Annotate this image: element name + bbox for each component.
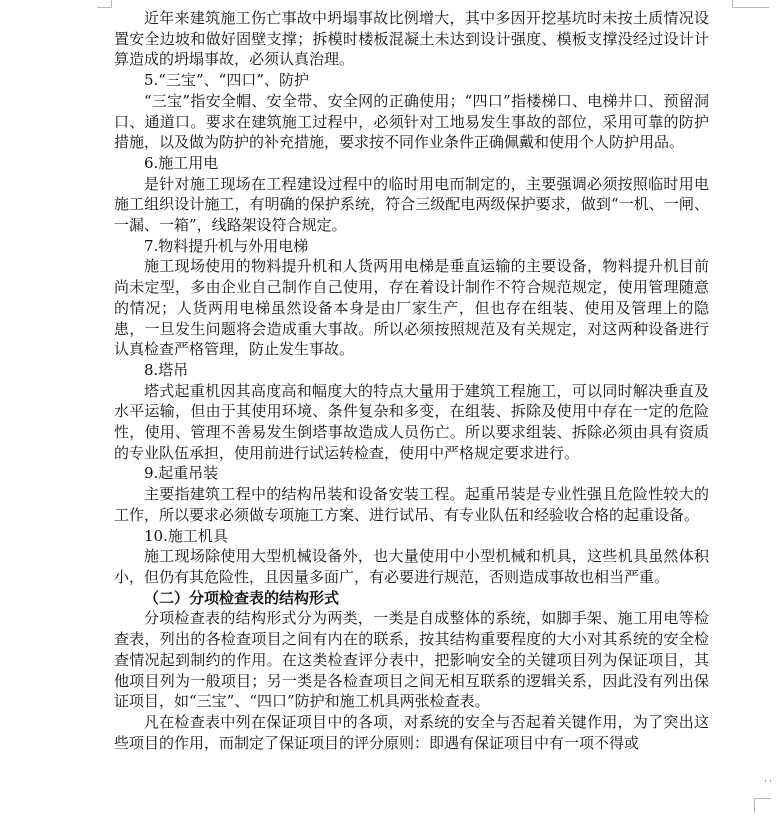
paragraph-construction-tools: 施工现场除使用大型机械设备外，也大量使用中小型机械和机具，这些机具虽然体积小，但仍有其危险性，且因量多面广，有必要进行规范，否则造成事故也相当严重。: [114, 547, 709, 586]
section-heading-checklist-structure: （二）分项检查表的结构形式: [144, 588, 340, 607]
heading-construction-tools: 10.施工机具: [144, 526, 228, 545]
paragraph-site-electricity: 是针对施工现场在工程建设过程中的临时用电而制定的，主要强调必须按照临时用电施工组织设计施工，有明确的保护系统，符合三级配电两级保护要求，做到“一机、一闸、一漏、一箱”，线路架设符合规定。: [114, 174, 709, 235]
heading-lifting: 9.起重吊装: [144, 464, 219, 483]
document-body: [114, 8, 709, 753]
paragraph-three-treasures: “三宝”指安全帽、安全带、安全网的正确使用；“四口”指楼梯口、电梯井口、预留洞口、通道口。要求在建筑施工过程中，必须针对工地易发生事故的部位，采用可靠的防护措施，以及做为防护的补充措施，要求按不同作业条件正确佩戴和使用个人防护用品。: [114, 91, 709, 152]
margin-corner-mark: [97, 0, 112, 8]
margin-dots: ˙˙: [763, 780, 773, 791]
paragraph-guarantee-items: 凡在检查表中列在保证项目中的各项，对系统的安全与否起着关键作用，为了突出这些项目的作用，而制定了保证项目的评分原则：即遇有保证项目中有一项不得或: [114, 712, 709, 752]
paragraph-tower-crane: 塔式起重机因其高度高和幅度大的特点大量用于建筑工程施工，可以同时解决垂直及水平运输，但由于其使用环境、条件复杂和多变，在组装、拆除及使用中存在一定的危险性，使用、管理不善易发生倒塔事故造成人员伤亡。所以要求组装、拆除必须由具有资质的专业队伍承担，使用前进行试运转检查，使用中严格规定要求进行。: [114, 381, 709, 462]
margin-corner-mark: [732, 0, 769, 8]
margin-corner-mark: [754, 798, 771, 813]
paragraph-collapse-accidents: 近年来建筑施工伤亡事故中坍塌事故比例增大，其中多因开挖基坑时未按土质情况设置安全边坡和做好固壁支撑；拆模时楼板混凝土未达到设计强度、模板支撑没经过设计计算造成的坍塌事故，必须认真治理。: [114, 9, 709, 69]
heading-site-electricity: 6.施工用电: [144, 153, 219, 172]
paragraph-checklist-structure: 分项检查表的结构形式分为两类，一类是自成整体的系统，如脚手架、施工用电等检查表，列出的各检查项目之间有内在的联系，按其结构重要程度的大小对其系统的安全检查情况起到制约的作用。在这类检查评分表中，把影响安全的关键项目列为保证项目，其他项目列为一般项目；另一类是各检查项目之间无相互联系的逻辑关系，因此没有列出保证项目，如“三宝”、“四口”防护和施工机具两张检查表。: [114, 609, 709, 711]
paragraph-lifting: 主要指建筑工程中的结构吊装和设备安装工程。起重吊装是专业性强且危险性较大的工作，所以要求必须做专项施工方案、进行试吊、有专业队伍和经验收合格的起重设备。: [114, 485, 709, 524]
heading-tower-crane: 8.塔吊: [144, 360, 189, 379]
heading-hoist-elevator: 7.物料提升机与外用电梯: [144, 236, 309, 255]
paragraph-hoist-elevator: 施工现场使用的物料提升机和人货两用电梯是垂直运输的主要设备，物料提升机目前尚未定型，多由企业自己制作自己使用，存在着设计制作不符合规范规定，使用管理随意的情况；人货两用电梯虽然设备本身是由厂家生产，但也存在组装、使用及管理上的隐患，一旦发生问题将会造成重大事故。所以必须按照规范及有关规定，对这两种设备进行认真检查严格管理，防止发生事故。: [114, 257, 709, 359]
heading-three-treasures: 5.“三宝”、“四口”、防护: [144, 71, 309, 90]
